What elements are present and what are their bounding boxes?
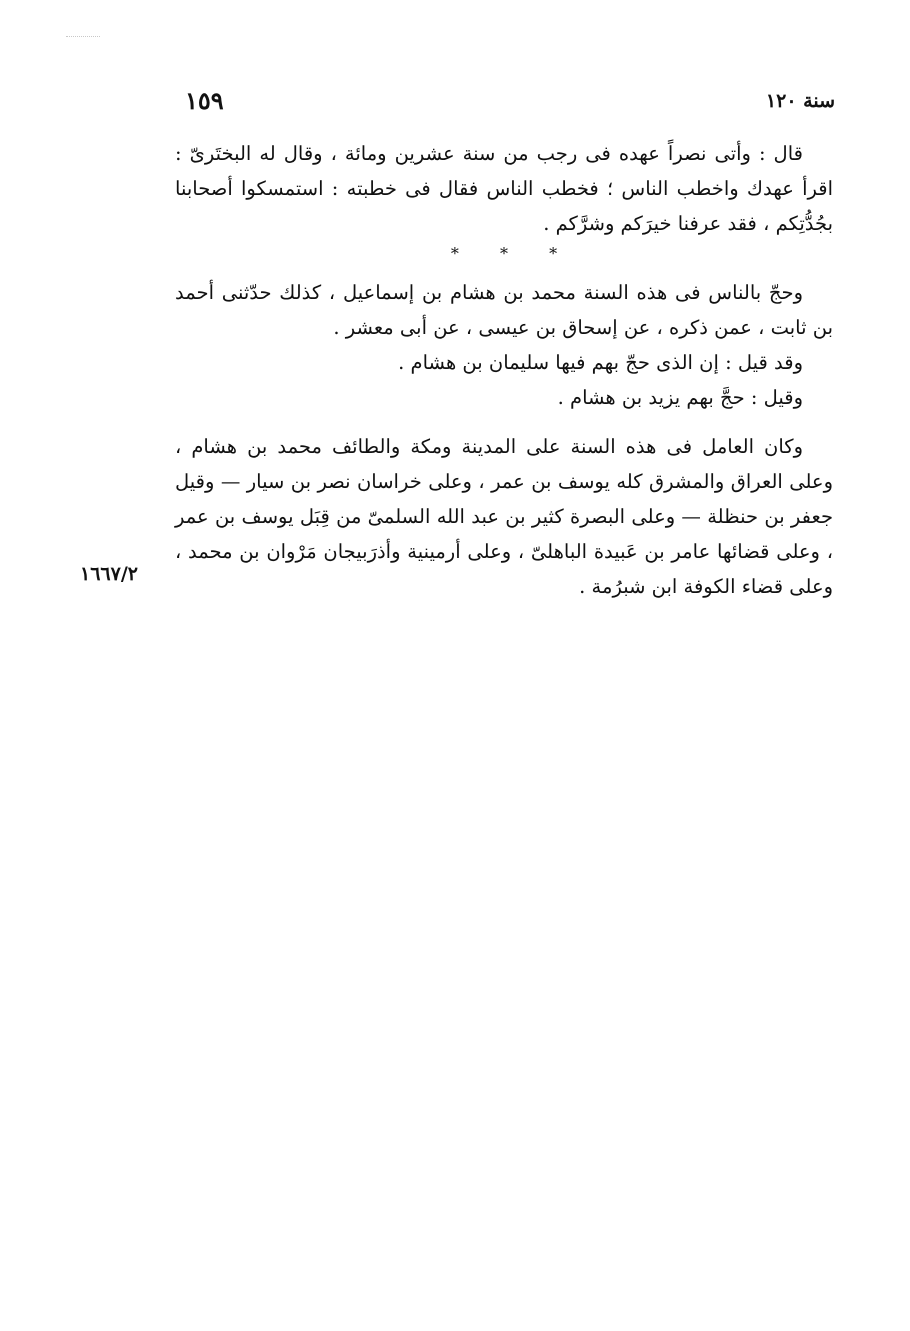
- page-header: [175, 86, 835, 126]
- paragraph: وكان العامل فى هذه السنة على المدينة ومكة والطائف محمد بن هشام ، وعلى العراق والمشرق كله يوسف بن عمر ، وعلى خراسان نصر بن سيار — وقيل جعفر بن حنظلة — وعلى البصرة كثير بن عبد الله السلمىّ من قِبَل يوسف بن عمر ، وعلى قضائها عامر بن عَبيدة الباهلىّ ، وعلى أرمينية وأذرَبيجان مَرْوان بن محمد ، وعلى قضاء الكوفة ابن شبرُمة .: [175, 435, 833, 598]
- body-text: [175, 136, 833, 604]
- margin-reference: ١٦٦٧/٢: [80, 563, 138, 585]
- paragraph: وحجّ بالناس فى هذه السنة محمد بن هشام بن إسماعيل ، كذلك حدّثنى أحمد بن ثابت ، عمن ذكره ، عن إسحاق بن عيسى ، عن أبى معشر .: [175, 281, 833, 339]
- paragraph-gap: [175, 415, 833, 429]
- paragraph: قال : وأتى نصراً عهده فى رجب من سنة عشرين ومائة ، وقال له البختَرىّ : اقرأ عهدك واخطب الناس ؛ فخطب الناس فقال فى خطبته : استمسكوا أصحابنا بجُدُّتِكم ، فقد عرفنا خيرَكم وشرَّكم .: [175, 142, 833, 235]
- page-number: ١٥٩: [185, 86, 224, 115]
- section-separator: * * *: [450, 244, 576, 263]
- scan-mark: [66, 36, 100, 37]
- running-head: سنة ١٢٠: [765, 90, 835, 112]
- paragraph: وقيل : حجَّ بهم يزيد بن هشام .: [557, 386, 803, 409]
- paragraph: وقد قيل : إن الذى حجّ بهم فيها سليمان بن هشام .: [398, 351, 803, 374]
